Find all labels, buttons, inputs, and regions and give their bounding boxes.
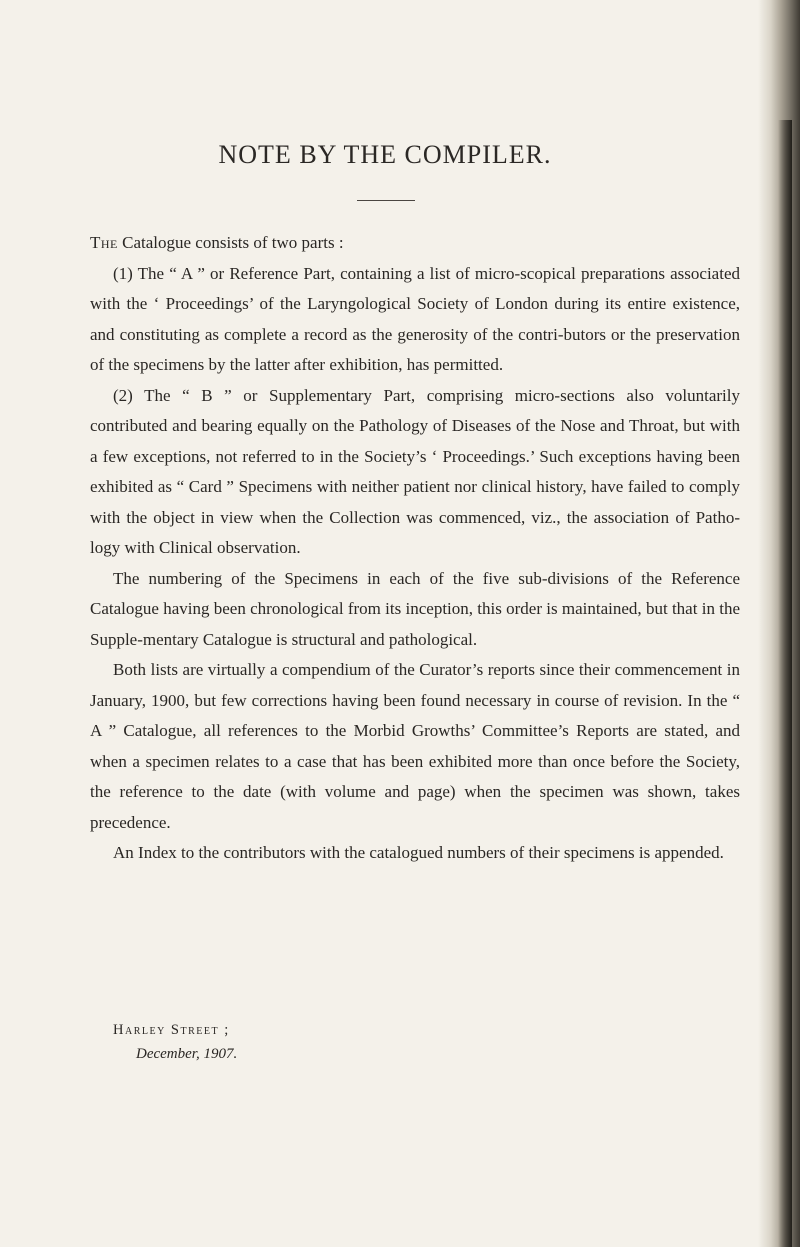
paragraph-numbering: The numbering of the Specimens in each of the five sub-divisions of the Reference Catalogue having been chronological from its inception, this order is maintained, but that in the Supple-mentary Catalogue is structural and pathological. [90,568,740,649]
signoff [113,1018,237,1066]
paragraph-intro [90,228,740,259]
intro-text: Catalogue consists of two parts : [117,233,344,252]
signoff-place: Harley Street ; [113,1022,230,1038]
signoff-date: December, 1907. [136,1046,238,1062]
binding-shadow [778,120,792,1247]
page-edge-shadow [758,0,800,1247]
intro-smallcaps: The [90,233,118,252]
paragraph-part-b: (2) The “ B ” or Supplementary Part, comprising micro-sections also voluntarily contributed and bearing equally on the Pathology of Diseases of the Nose and Throat, but with a few exceptions, not referred to in the Society’s ‘ Proceedings.’ Such exceptions having been exhibited as “ Card ” Specimens with neither patient nor clinical history, have failed to comply with the object in view when the Collection was commenced, viz., the association of Patho-logy with Clinical observation. [90,385,740,557]
paragraph-compendium: Both lists are virtually a compendium of the Curator’s reports since their commencement in January, 1900, but few corrections having been found necessary in course of revision. In the “ A ” Catalogue, all references to the Morbid Growths’ Committee’s Reports are stated, and when a specimen relates to a case that has been exhibited more than once before the Society, the reference to the date (with volume and page) when the specimen was shown, takes precedence. [90,660,740,832]
page-title: NOTE BY THE COMPILER. [218,140,552,169]
note-body [90,228,740,869]
title-divider [357,200,415,201]
paragraph-part-a: (1) The “ A ” or Reference Part, containing a list of micro-scopical preparations associated with the ‘ Proceedings’ of the Laryngological Society of London during its entire existence, and constituting as complete a record as the generosity of the contri-butors or the preservation of the specimens by the latter after exhibition, has permitted. [90,263,740,374]
paragraph-index: An Index to the contributors with the catalogued numbers of their specimens is appended. [113,843,724,862]
